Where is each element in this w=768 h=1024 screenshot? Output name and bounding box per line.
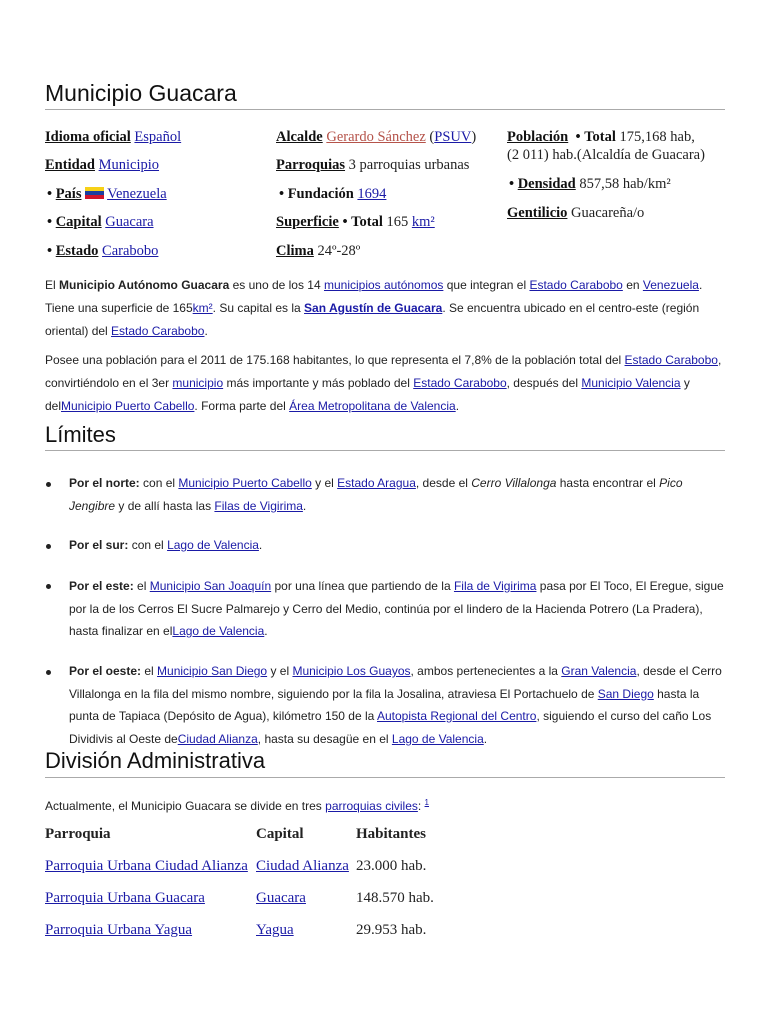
text: . (264, 624, 268, 638)
habitantes-cell: 23.000 hab. (356, 857, 427, 874)
intro-paragraph-2 (45, 349, 725, 418)
bullet (46, 584, 51, 589)
infobox-gentilicio (507, 204, 644, 222)
fundacion-value-link[interactable]: 1694 (357, 186, 387, 202)
text: que integran el (443, 278, 530, 292)
km2-link[interactable]: km² (411, 214, 435, 230)
san-diego-link[interactable]: Municipio San Diego (157, 664, 268, 678)
san-diego-link[interactable]: San Diego (597, 686, 654, 701)
habitantes-cell: 148.570 hab. (356, 889, 434, 906)
text: . Se encuentra ubicado en el centro-este (región oriental) del (45, 301, 700, 338)
parroquias-civiles-link[interactable]: parroquias civiles (325, 799, 418, 813)
section-divider (45, 777, 725, 778)
text: el (141, 664, 158, 678)
infobox-idioma (45, 128, 181, 146)
text: , siguiendo el curso del caño Los Dividivis al Oeste de (69, 709, 712, 746)
text: más importante y más poblado del (223, 376, 414, 390)
clima-label-link[interactable]: Clima (276, 243, 314, 259)
bullet (46, 670, 51, 675)
limite-norte (69, 472, 725, 517)
text: , hasta su desagüe en el (257, 731, 392, 746)
gran-valencia-link[interactable]: Gran Valencia (561, 664, 637, 678)
capital-link[interactable]: Ciudad Alianza (256, 857, 349, 874)
ciudad-alianza-link[interactable]: Ciudad Alianza (177, 731, 258, 746)
oeste-label: Por el oeste: (69, 664, 142, 678)
area-metropolitana-link[interactable]: Área Metropolitana de Valencia (289, 399, 456, 413)
reference-link[interactable]: 1 (424, 798, 429, 807)
text: por una línea que partiendo de la (271, 579, 454, 593)
municipio-link[interactable]: municipio (172, 376, 224, 390)
municipio-name: Municipio Autónomo Guacara (59, 278, 230, 292)
title-divider (45, 109, 725, 110)
text: . (302, 498, 307, 513)
text: , desde el (415, 476, 472, 490)
estado-carabobo-link[interactable]: Estado Carabobo (111, 324, 205, 338)
infobox-poblacion: Población • Total 175,168 hab, (2 011) hab.(Alcaldía de Guacara) (507, 129, 705, 163)
infobox-entidad (45, 156, 159, 174)
text: . Su capital es la (212, 301, 305, 315)
text: , después del (506, 376, 582, 390)
limite-este (69, 575, 725, 643)
text: . Tiene una superficie de 165 (45, 278, 703, 315)
infobox-fundacion: • Fundación 1694 (279, 186, 387, 202)
text: . (204, 324, 208, 338)
capital-label-link[interactable]: Capital (55, 214, 102, 230)
san-agustin-link[interactable]: San Agustín de Guacara (304, 301, 443, 315)
municipio-valencia-link[interactable]: Municipio Valencia (581, 376, 681, 390)
text: y el (311, 476, 338, 490)
division-heading: División Administrativa (45, 748, 266, 773)
section-divider (45, 450, 725, 451)
km2-link[interactable]: km² (192, 301, 213, 315)
alcalde-value-link[interactable]: Gerardo Sánchez (326, 129, 426, 145)
text: pasa por El Toco, El Eregue, sigue por la de los Cerros El Sucre Palmarejo y Cerro del Medio, continúa por el lindero de la Hacienda Potrero (La Pradera), hasta finalizar en el (69, 579, 724, 638)
text: y el (267, 664, 293, 678)
limite-oeste (69, 660, 725, 750)
bullet (46, 482, 51, 487)
text: , ambos pertenecientes a la (410, 664, 562, 678)
text: , desde el Cerro Villalonga en la fila del mismo nombre, siguiendo por la fila la Josalina, atraviesa El Portachuelo de (69, 664, 722, 701)
text: y del (45, 376, 690, 413)
san-joaquin-link[interactable]: Municipio San Joaquín (149, 579, 272, 593)
text: El (45, 278, 60, 292)
text: Posee una población para el 2011 de 175.168 habitantes, lo que representa el 7,8% de la población total del (45, 353, 625, 367)
puerto-cabello-link[interactable]: Municipio Puerto Cabello (61, 399, 195, 413)
column-header: Capital (256, 825, 304, 842)
gentilicio-value: Guacareña/o (571, 205, 645, 221)
table-row (45, 850, 434, 882)
text: : (417, 799, 425, 813)
poblacion-total-label: Total (584, 129, 616, 145)
habitantes-cell: 29.953 hab. (356, 921, 427, 938)
table-row (45, 914, 434, 946)
text: con el (128, 538, 168, 552)
poblacion-label-link[interactable]: Población (507, 129, 569, 145)
estado-aragua-link[interactable]: Estado Aragua (337, 476, 416, 490)
text: . Forma parte del (194, 399, 290, 413)
infobox-densidad: • Densidad 857,58 hab/km² (509, 176, 671, 192)
estado-carabobo-link[interactable]: Estado Carabobo (624, 353, 718, 367)
infobox-superficie: Superficie • Total 165 km² (276, 214, 435, 230)
fundacion-label: Fundación (287, 186, 354, 202)
infobox-capital: • Capital Guacara (47, 214, 154, 230)
parroquias-value: 3 parroquias urbanas (348, 157, 470, 173)
pico-jengibre: Pico Jengibre (69, 476, 683, 513)
text: . (483, 731, 488, 746)
text: . (258, 538, 263, 552)
estado-carabobo-link[interactable]: Estado Carabobo (413, 376, 507, 390)
puerto-cabello-link[interactable]: Municipio Puerto Cabello (178, 476, 312, 490)
infobox-estado: • Estado Carabobo (47, 243, 159, 259)
infobox-parroquias (276, 156, 469, 174)
bullet (46, 544, 51, 549)
venezuela-link[interactable]: Venezuela (642, 278, 699, 292)
superficie-total-label: Total (351, 214, 383, 230)
column-header: Parroquia (45, 825, 111, 842)
limites-heading: Límites (45, 422, 116, 447)
densidad-value: 857,58 hab/km² (579, 176, 671, 192)
text: es uno de los 14 (229, 278, 324, 292)
lago-valencia-link[interactable]: Lago de Valencia (167, 538, 259, 552)
parroquias-table (45, 818, 434, 946)
entidad-value-link[interactable]: Municipio (98, 157, 160, 173)
infobox-pais: • País Venezuela (47, 186, 167, 202)
lago-valencia-link[interactable]: Lago de Valencia (172, 624, 265, 638)
sur-label: Por el sur: (69, 538, 129, 552)
estado-value-link[interactable]: Carabobo (102, 243, 159, 259)
entidad-label-link[interactable]: Entidad (45, 157, 95, 173)
text: y de allí hasta las (115, 498, 215, 513)
parroquia-link[interactable]: Parroquia Urbana Guacara (45, 889, 205, 906)
los-guayos-link[interactable]: Municipio Los Guayos (292, 664, 411, 678)
capital-value-link[interactable]: Guacara (105, 214, 154, 230)
capital-link[interactable]: Guacara (256, 889, 306, 906)
gentilicio-label-link[interactable]: Gentilicio (507, 205, 568, 221)
intro-paragraph-1 (45, 274, 725, 343)
text: el (133, 579, 150, 593)
estado-label-link[interactable]: Estado (55, 243, 99, 259)
table-row (45, 882, 434, 914)
alcalde-label-link[interactable]: Alcalde (276, 129, 323, 145)
column-header: Habitantes (356, 825, 427, 842)
superficie-label-link[interactable]: Superficie (276, 214, 339, 230)
party-link[interactable]: PSUV (434, 129, 472, 145)
parroquias-label-link[interactable]: Parroquias (276, 157, 346, 173)
fila-vigirima-link[interactable]: Fila de Vigirima (453, 579, 537, 593)
page-title: Municipio Guacara (45, 80, 237, 106)
pais-value-link[interactable]: Venezuela (107, 186, 167, 202)
text: . (455, 399, 460, 413)
text: hasta encontrar el (556, 476, 660, 490)
pais-label-link[interactable]: País (55, 186, 82, 202)
norte-label: Por el norte: (69, 476, 140, 490)
poblacion-value: 175,168 hab, (619, 129, 695, 145)
parroquia-link[interactable]: Parroquia Urbana Ciudad Alianza (45, 857, 248, 874)
autopista-link[interactable]: Autopista Regional del Centro (377, 709, 537, 723)
este-label: Por el este: (69, 579, 134, 593)
text: Actualmente, el Municipio Guacara se divide en tres (45, 799, 326, 813)
text: hasta la punta de Tapiaca (Depósito de Agua), kilómetro 150 de la (69, 686, 700, 723)
infobox-alcalde: Alcalde Gerardo Sánchez (PSUV) (276, 129, 477, 145)
venezuela-flag-icon (85, 187, 104, 199)
capital-link[interactable]: Yagua (256, 921, 294, 938)
clima-value: 24º-28º (317, 243, 361, 259)
text: , convirtiéndolo en el 3er (45, 353, 722, 390)
division-intro (45, 791, 725, 818)
municipios-link[interactable]: municipios autónomos (323, 278, 444, 292)
limite-sur (69, 534, 725, 557)
poblacion-note: (2 011) hab.(Alcaldía de Guacara) (507, 147, 705, 163)
densidad-label-link[interactable]: Densidad (517, 176, 576, 192)
superficie-value: 165 (386, 214, 409, 230)
text: con el (139, 476, 179, 490)
table-header-row (45, 818, 434, 850)
infobox-clima (276, 242, 360, 260)
parroquia-link[interactable]: Parroquia Urbana Yagua (45, 921, 193, 938)
idioma-label-link[interactable]: Idioma oficial (45, 129, 131, 145)
filas-vigirima-link[interactable]: Filas de Vigirima (214, 498, 303, 513)
cerro-villalonga: Cerro Villalonga (471, 476, 557, 490)
lago-valencia-link[interactable]: Lago de Valencia (391, 731, 484, 746)
text: en (622, 278, 643, 292)
estado-carabobo-link[interactable]: Estado Carabobo (529, 278, 623, 292)
idioma-value-link[interactable]: Español (134, 129, 182, 145)
